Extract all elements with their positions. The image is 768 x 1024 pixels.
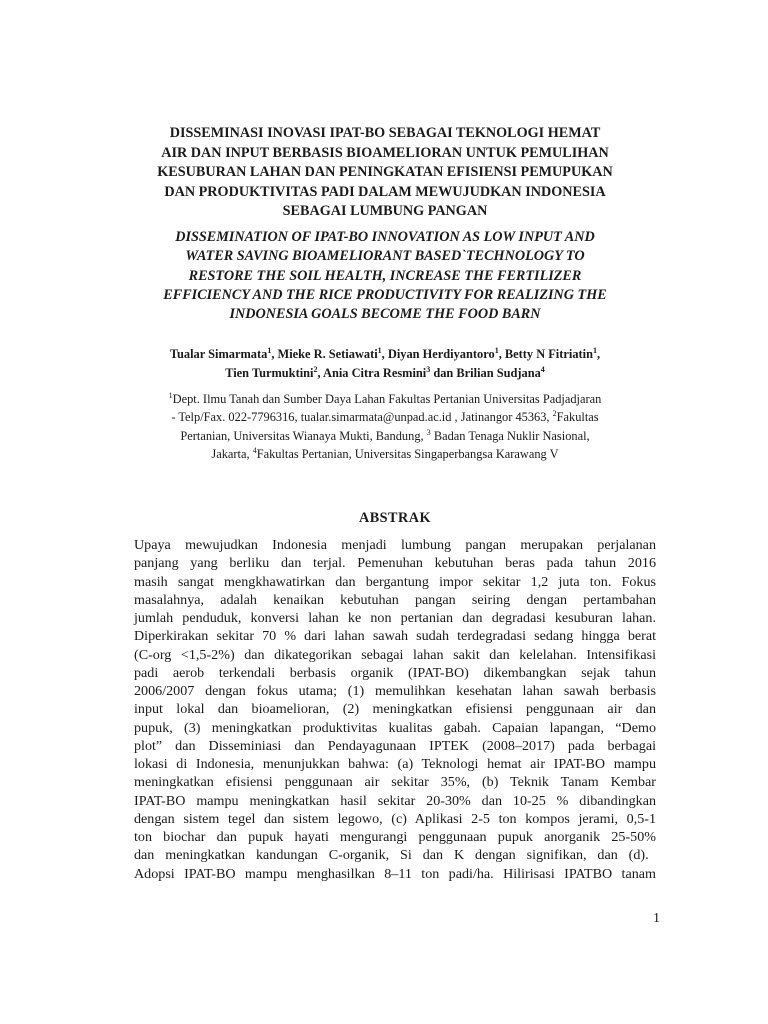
abstract-body (134, 536, 656, 883)
abstract-line: ton biochar dan pupuk hayati mengurangi penggunaan pupuk anorganik 25-50% (134, 829, 656, 845)
abstract-line: jumlah penduduk, konversi lahan ke non pertanian dan degradasi kesuburan lahan. (134, 610, 656, 626)
title-en-line: INDONESIA GOALS BECOME THE FOOD BARN (229, 306, 541, 323)
title-id-line: AIR DAN INPUT BERBASIS BIOAMELIORAN UNTUK PEMULIHAN (161, 144, 609, 161)
abstract-heading: ABSTRAK (358, 510, 432, 526)
title-en-line: DISSEMINATION OF IPAT-BO INNOVATION AS LOW INPUT AND (175, 229, 595, 245)
abstract-line: (C-org <1,5-2%) dan dikategorikan sebagai lahan sakit dan kelelahan. Intensifikasi (134, 646, 656, 663)
affiliation-text: Dept. Ilmu Tanah dan Sumber Daya Lahan Fakultas Pertanian Universitas Padjadjaran (172, 392, 602, 406)
affiliation-text: - Telp/Fax. 022-7796316, tualar.simarmata@unpad.ac.id , Jatinangor 45363, (171, 410, 553, 425)
title-id-line: DISSEMINASI INOVASI IPAT-BO SEBAGAI TEKNOLOGI HEMAT (169, 125, 601, 141)
abstract-line: dan meningkatkan kandungan C-organik, Si dan K dengan signifikan, dan (d). (134, 847, 649, 864)
affiliation-line (130, 408, 640, 426)
abstract-line: Adopsi IPAT-BO mampu menghasilkan 8–11 ton padi/ha. Hilirisasi IPATBO tanam (134, 865, 656, 882)
affiliation-mark: 3 (426, 427, 431, 437)
abstract-line: pupuk, (3) meningkatkan produktivitas kualitas gabah. Capaian lapangan, “Demo (134, 719, 656, 736)
abstract-line: masalahnya, adalah kenaikan kebutuhan pangan seiring dengan pertambahan (134, 591, 656, 608)
author-line (118, 364, 652, 383)
abstract-line: 2006/2007 dengan fokus utama; (1) memulihkan kesehatan lahan sawah berbasis (134, 683, 656, 699)
affiliation-mark: 4 (252, 445, 257, 455)
title-en-line: EFFICIENCY AND THE RICE PRODUCTIVITY FOR REALIZING THE (163, 286, 607, 303)
abstract-line: dengan sistem tegel dan sistem legowo, (c) Aplikasi 2-5 ton kompos jerami, 0,5-1 (134, 810, 656, 827)
author-affiliation-mark: 4 (540, 364, 545, 374)
author-affiliation-mark: 1 (267, 345, 272, 355)
title-en-line: WATER SAVING BIOAMELIORANT BASED`TECHNOLOGY TO (185, 248, 585, 265)
author-affiliation-mark: 1 (592, 345, 597, 355)
affiliation-text: Fakultas Pertanian, Universitas Singaperbangsa Karawang V (256, 446, 559, 461)
title-id-line: SEBAGAI LUMBUNG PANGAN (282, 203, 488, 220)
author-separator: , (596, 347, 601, 361)
affiliation-line (130, 445, 640, 463)
abstract-line: Diperkirakan sekitar 70 % dari lahan sawah sudah terdegradasi sedang hingga berat (134, 628, 656, 645)
title-en-line: RESTORE THE SOIL HEALTH, INCREASE THE FERTILIZER (188, 267, 582, 284)
author-list (118, 345, 652, 382)
abstract-line: panjang yang berliku dan terjal. Pemenuhan kebutuhan beras pada tahun 2016 (134, 555, 656, 572)
author-name: Tualar Simarmata (169, 347, 268, 361)
affiliation-text: Badan Tenaga Nuklir Nasional, (430, 428, 590, 443)
affiliation-text: Jakarta, (211, 446, 253, 461)
affiliation-mark: 1 (168, 390, 173, 400)
affiliations (130, 390, 640, 463)
author-line (118, 345, 652, 364)
affiliation-text: Pertanian, Universitas Wianaya Mukti, Bandung, (180, 428, 427, 443)
abstract-line: lokasi di Indonesia, menunjukkan bahwa: (a) Teknologi hemat air IPAT-BO mampu (134, 756, 656, 772)
affiliation-line (130, 390, 640, 408)
author-name: , Mieke R. Setiawati (271, 347, 378, 361)
abstract-line: input lokal dan bioamelioran, (2) meningkatkan efisiensi penggunaan air dan (134, 701, 656, 718)
author-name: , Betty N Fitriatin (498, 347, 593, 361)
title-id-line: DAN PRODUKTIVITAS PADI DALAM MEWUJUDKAN INDONESIA (164, 183, 606, 200)
title-id-line: KESUBURAN LAHAN DAN PENINGKATAN EFISIENSI PEMUPUKAN (157, 164, 613, 181)
abstract-line: meningkatkan efisiensi penggunaan air sekitar 35%, (b) Teknik Tanam Kembar (134, 774, 656, 791)
abstract-line: masih sangat mengkhawatirkan dan bergantung impor sekitar 1,2 juta ton. Fokus (134, 573, 656, 590)
title-indonesian (120, 124, 650, 222)
affiliation-line (130, 427, 640, 445)
author-affiliation-mark: 1 (377, 345, 382, 355)
author-name: , Diyan Herdiyantoro (381, 347, 495, 361)
title-english (118, 228, 652, 324)
author-name: dan Brilian Sudjana (430, 365, 541, 380)
author-name: Tien Turmuktini (225, 365, 314, 380)
affiliation-text: Fakultas (556, 410, 599, 425)
abstract-line: plot” dan Disseminiasi dan Pendayagunaan IPTEK (2008–2017) pada berbagai (134, 737, 656, 754)
author-affiliation-mark: 2 (313, 364, 318, 374)
abstract-line: padi aerob terkendali berbasis organik (IPAT-BO) dikembangkan sejak tahun (134, 664, 656, 681)
author-affiliation-mark: 1 (494, 345, 499, 355)
author-name: , Ania Citra Resmini (317, 365, 427, 380)
abstract-line: Upaya mewujudkan Indonesia menjadi lumbung pangan merupakan perjalanan (134, 537, 656, 553)
page-number: 1 (653, 911, 660, 926)
abstract-line: IPAT-BO mampu meningkatkan hasil sekitar 20-30% dan 10-25 % dibandingkan (134, 792, 656, 809)
affiliation-mark: 2 (552, 409, 557, 419)
author-affiliation-mark: 3 (426, 364, 431, 374)
